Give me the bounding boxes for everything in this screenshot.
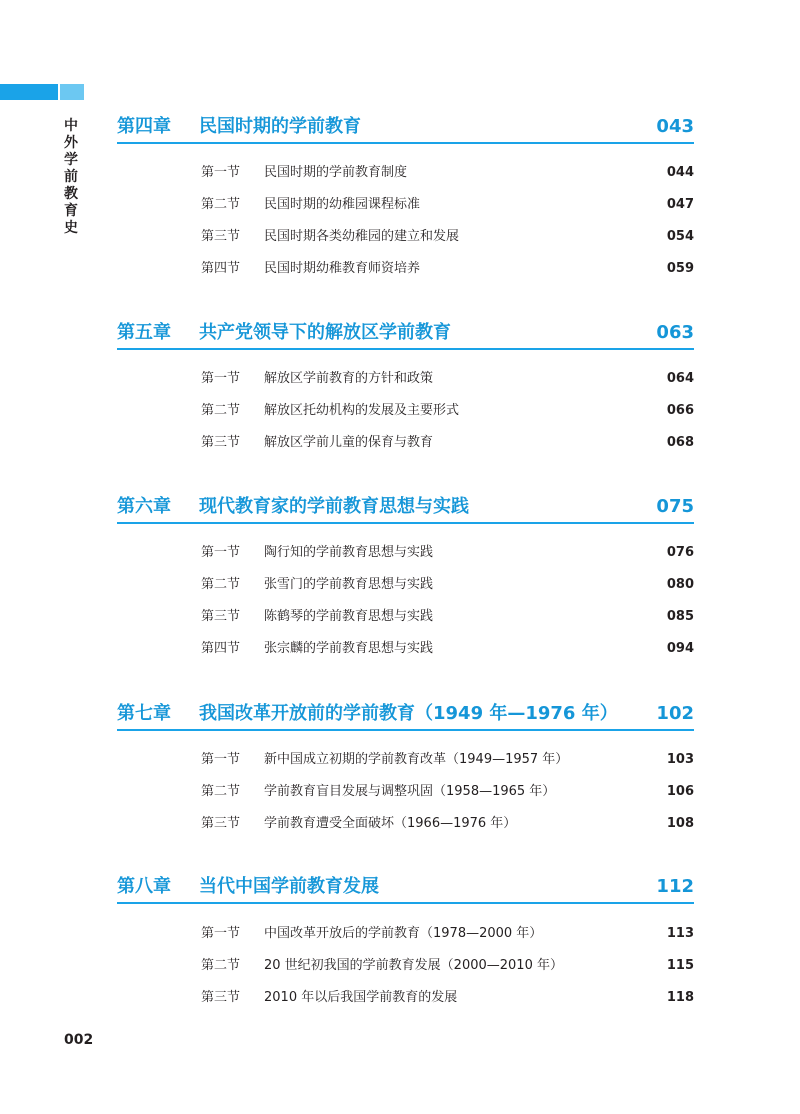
chapter-page: 102 bbox=[656, 703, 694, 724]
section-number: 第二节 bbox=[201, 784, 241, 799]
section-title: 解放区学前儿童的保育与教育 bbox=[264, 435, 434, 450]
chapter-7 bbox=[117, 703, 694, 831]
chapter-number: 第六章 bbox=[117, 496, 171, 517]
section-page: 085 bbox=[666, 609, 694, 624]
section-item[interactable] bbox=[201, 401, 694, 421]
chapter-heading[interactable] bbox=[117, 116, 694, 144]
side-tab-light bbox=[60, 84, 84, 100]
section-page: 106 bbox=[666, 784, 694, 799]
section-page: 054 bbox=[666, 229, 694, 244]
section-page: 068 bbox=[666, 435, 694, 450]
chapter-6 bbox=[117, 496, 694, 656]
section-title: 学前教育遭受全面破坏（1966—1976 年） bbox=[264, 816, 517, 831]
page-number: 002 bbox=[64, 1032, 94, 1048]
section-item[interactable] bbox=[201, 195, 694, 215]
chapter-8 bbox=[117, 876, 694, 1005]
section-title: 张雪门的学前教育思想与实践 bbox=[264, 577, 434, 592]
section-item[interactable] bbox=[201, 543, 694, 563]
chapter-page: 112 bbox=[656, 876, 694, 897]
section-title: 民国时期的幼稚园课程标准 bbox=[264, 197, 421, 212]
chapter-page: 063 bbox=[656, 322, 694, 343]
section-item[interactable] bbox=[201, 575, 694, 595]
chapter-title: 共产党领导下的解放区学前教育 bbox=[199, 322, 451, 343]
section-item[interactable] bbox=[201, 369, 694, 389]
section-number: 第三节 bbox=[201, 229, 241, 244]
section-number: 第四节 bbox=[201, 641, 241, 656]
chapter-title: 民国时期的学前教育 bbox=[199, 116, 361, 137]
chapter-heading[interactable] bbox=[117, 496, 694, 524]
section-item[interactable] bbox=[201, 433, 694, 453]
section-number: 第一节 bbox=[201, 752, 241, 767]
section-page: 066 bbox=[666, 403, 694, 418]
section-page: 118 bbox=[666, 990, 694, 1005]
section-item[interactable] bbox=[201, 259, 694, 279]
section-title: 民国时期各类幼稚园的建立和发展 bbox=[264, 229, 460, 244]
chapter-number: 第四章 bbox=[117, 116, 171, 137]
section-title: 解放区托幼机构的发展及主要形式 bbox=[264, 403, 460, 418]
section-title: 张宗麟的学前教育思想与实践 bbox=[264, 641, 434, 656]
section-page: 047 bbox=[666, 197, 694, 212]
section-title: 陶行知的学前教育思想与实践 bbox=[264, 545, 434, 560]
section-item[interactable] bbox=[201, 750, 694, 770]
section-title: 20 世纪初我国的学前教育发展（2000—2010 年） bbox=[264, 958, 563, 973]
chapter-4 bbox=[117, 116, 694, 276]
section-page: 094 bbox=[666, 641, 694, 656]
section-item[interactable] bbox=[201, 607, 694, 627]
section-page: 064 bbox=[666, 371, 694, 386]
section-number: 第二节 bbox=[201, 197, 241, 212]
section-item[interactable] bbox=[201, 924, 694, 944]
chapter-page: 075 bbox=[656, 496, 694, 517]
chapter-heading[interactable] bbox=[117, 322, 694, 350]
section-title: 解放区学前教育的方针和政策 bbox=[264, 371, 434, 386]
section-item[interactable] bbox=[201, 988, 694, 1008]
section-number: 第二节 bbox=[201, 403, 241, 418]
book-title: 中外学前教育史 bbox=[64, 118, 78, 236]
section-title: 中国改革开放后的学前教育（1978—2000 年） bbox=[264, 926, 543, 941]
section-page: 103 bbox=[666, 752, 694, 767]
section-item[interactable] bbox=[201, 227, 694, 247]
section-title: 民国时期幼稚教育师资培养 bbox=[264, 261, 421, 276]
chapter-title: 当代中国学前教育发展 bbox=[199, 876, 379, 897]
section-number: 第三节 bbox=[201, 990, 241, 1005]
section-title: 民国时期的学前教育制度 bbox=[264, 165, 408, 180]
side-tab-dark bbox=[0, 84, 58, 100]
section-title: 陈鹤琴的学前教育思想与实践 bbox=[264, 609, 434, 624]
chapter-heading[interactable] bbox=[117, 876, 694, 904]
section-page: 080 bbox=[666, 577, 694, 592]
section-title: 新中国成立初期的学前教育改革（1949—1957 年） bbox=[264, 752, 569, 767]
section-item[interactable] bbox=[201, 814, 694, 834]
chapter-number: 第七章 bbox=[117, 703, 171, 724]
section-item[interactable] bbox=[201, 163, 694, 183]
side-tab-marker bbox=[0, 84, 84, 100]
section-number: 第三节 bbox=[201, 609, 241, 624]
chapter-number: 第八章 bbox=[117, 876, 171, 897]
section-item[interactable] bbox=[201, 956, 694, 976]
section-number: 第二节 bbox=[201, 577, 241, 592]
section-number: 第一节 bbox=[201, 371, 241, 386]
section-page: 108 bbox=[666, 816, 694, 831]
section-item[interactable] bbox=[201, 782, 694, 802]
section-number: 第一节 bbox=[201, 165, 241, 180]
section-number: 第二节 bbox=[201, 958, 241, 973]
section-title: 学前教育盲目发展与调整巩固（1958—1965 年） bbox=[264, 784, 556, 799]
section-page: 044 bbox=[666, 165, 694, 180]
chapter-page: 043 bbox=[656, 116, 694, 137]
section-title: 2010 年以后我国学前教育的发展 bbox=[264, 990, 458, 1005]
section-page: 113 bbox=[666, 926, 694, 941]
section-number: 第三节 bbox=[201, 435, 241, 450]
chapter-title: 现代教育家的学前教育思想与实践 bbox=[199, 496, 469, 517]
section-number: 第四节 bbox=[201, 261, 241, 276]
section-page: 059 bbox=[666, 261, 694, 276]
section-number: 第一节 bbox=[201, 926, 241, 941]
section-page: 076 bbox=[666, 545, 694, 560]
section-number: 第一节 bbox=[201, 545, 241, 560]
chapter-heading[interactable] bbox=[117, 703, 694, 731]
chapter-5 bbox=[117, 322, 694, 450]
section-page: 115 bbox=[666, 958, 694, 973]
chapter-title: 我国改革开放前的学前教育（1949 年—1976 年） bbox=[199, 703, 618, 724]
section-number: 第三节 bbox=[201, 816, 241, 831]
chapter-number: 第五章 bbox=[117, 322, 171, 343]
section-item[interactable] bbox=[201, 639, 694, 659]
